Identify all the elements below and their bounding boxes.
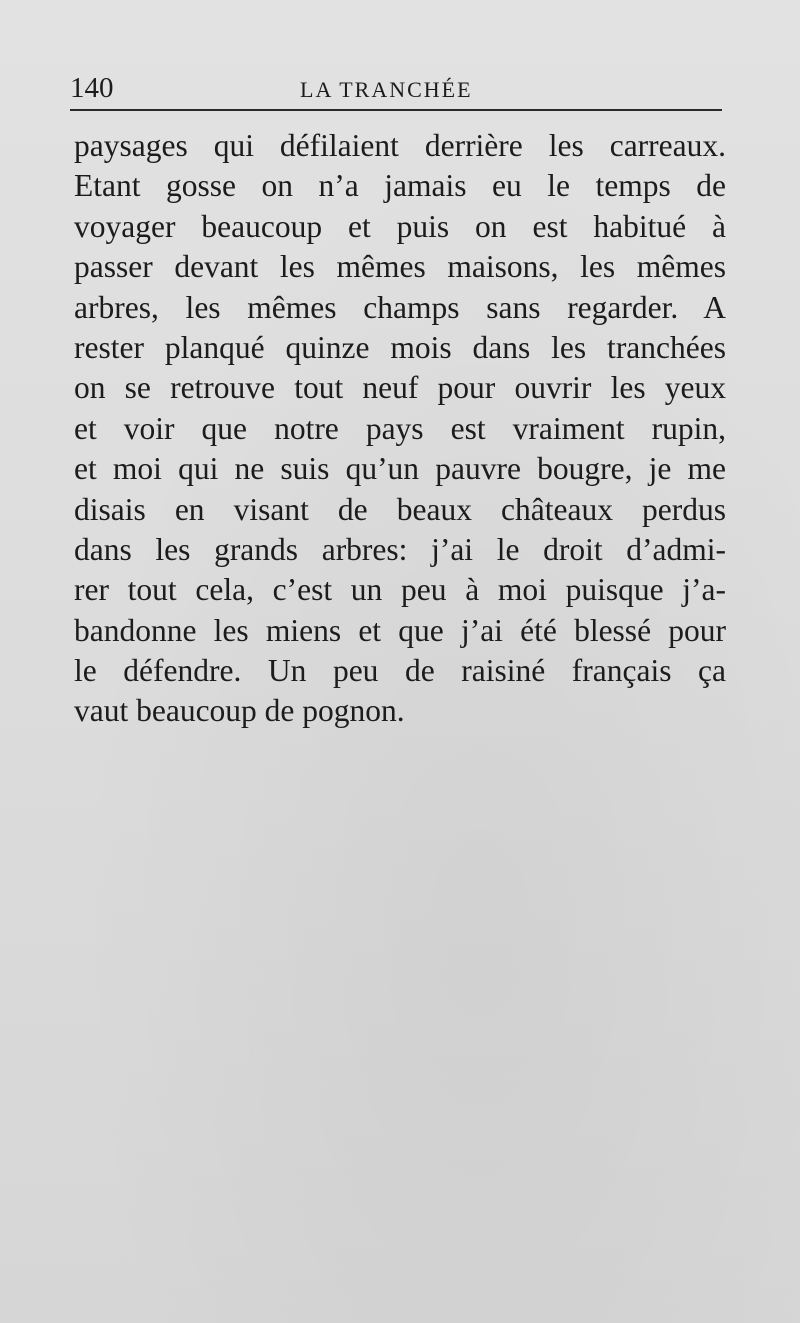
text-line: paysages qui défilaient derrière les carreaux. [74, 128, 726, 163]
text-line: dans les grands arbres: j’ai le droit d’admi- [74, 531, 726, 567]
text-line-last: vaut beaucoup de pognon. [74, 693, 405, 729]
header-rule [70, 109, 722, 111]
text-line: disais en visant de beaux châteaux perdus [74, 491, 726, 527]
running-head [70, 68, 720, 108]
text-line: et moi qui ne suis qu’un pauvre bougre, je me [74, 451, 726, 487]
text-line: passer devant les mêmes maisons, les mêmes [74, 249, 726, 285]
body-text [74, 126, 726, 732]
text-line: Etant gosse on n’a jamais eu le temps de [74, 168, 726, 204]
page-number: 140 [70, 72, 114, 104]
text-line: voyager beaucoup et puis on est habitué à [74, 208, 726, 244]
text-line: rer tout cela, c’est un peu à moi puisque j’a- [74, 572, 726, 608]
text-line: arbres, les mêmes champs sans regarder. A [74, 289, 726, 325]
text-line: le défendre. Un peu de raisiné français ça [74, 653, 726, 689]
text-line: on se retrouve tout neuf pour ouvrir les yeux [74, 370, 726, 406]
running-title: LA TRANCHÉE [300, 77, 473, 102]
text-line: rester planqué quinze mois dans les tranchées [74, 329, 726, 365]
text-line: bandonne les miens et que j’ai été blessé pour [74, 612, 726, 648]
text-line: et voir que notre pays est vraiment rupin, [74, 410, 726, 446]
